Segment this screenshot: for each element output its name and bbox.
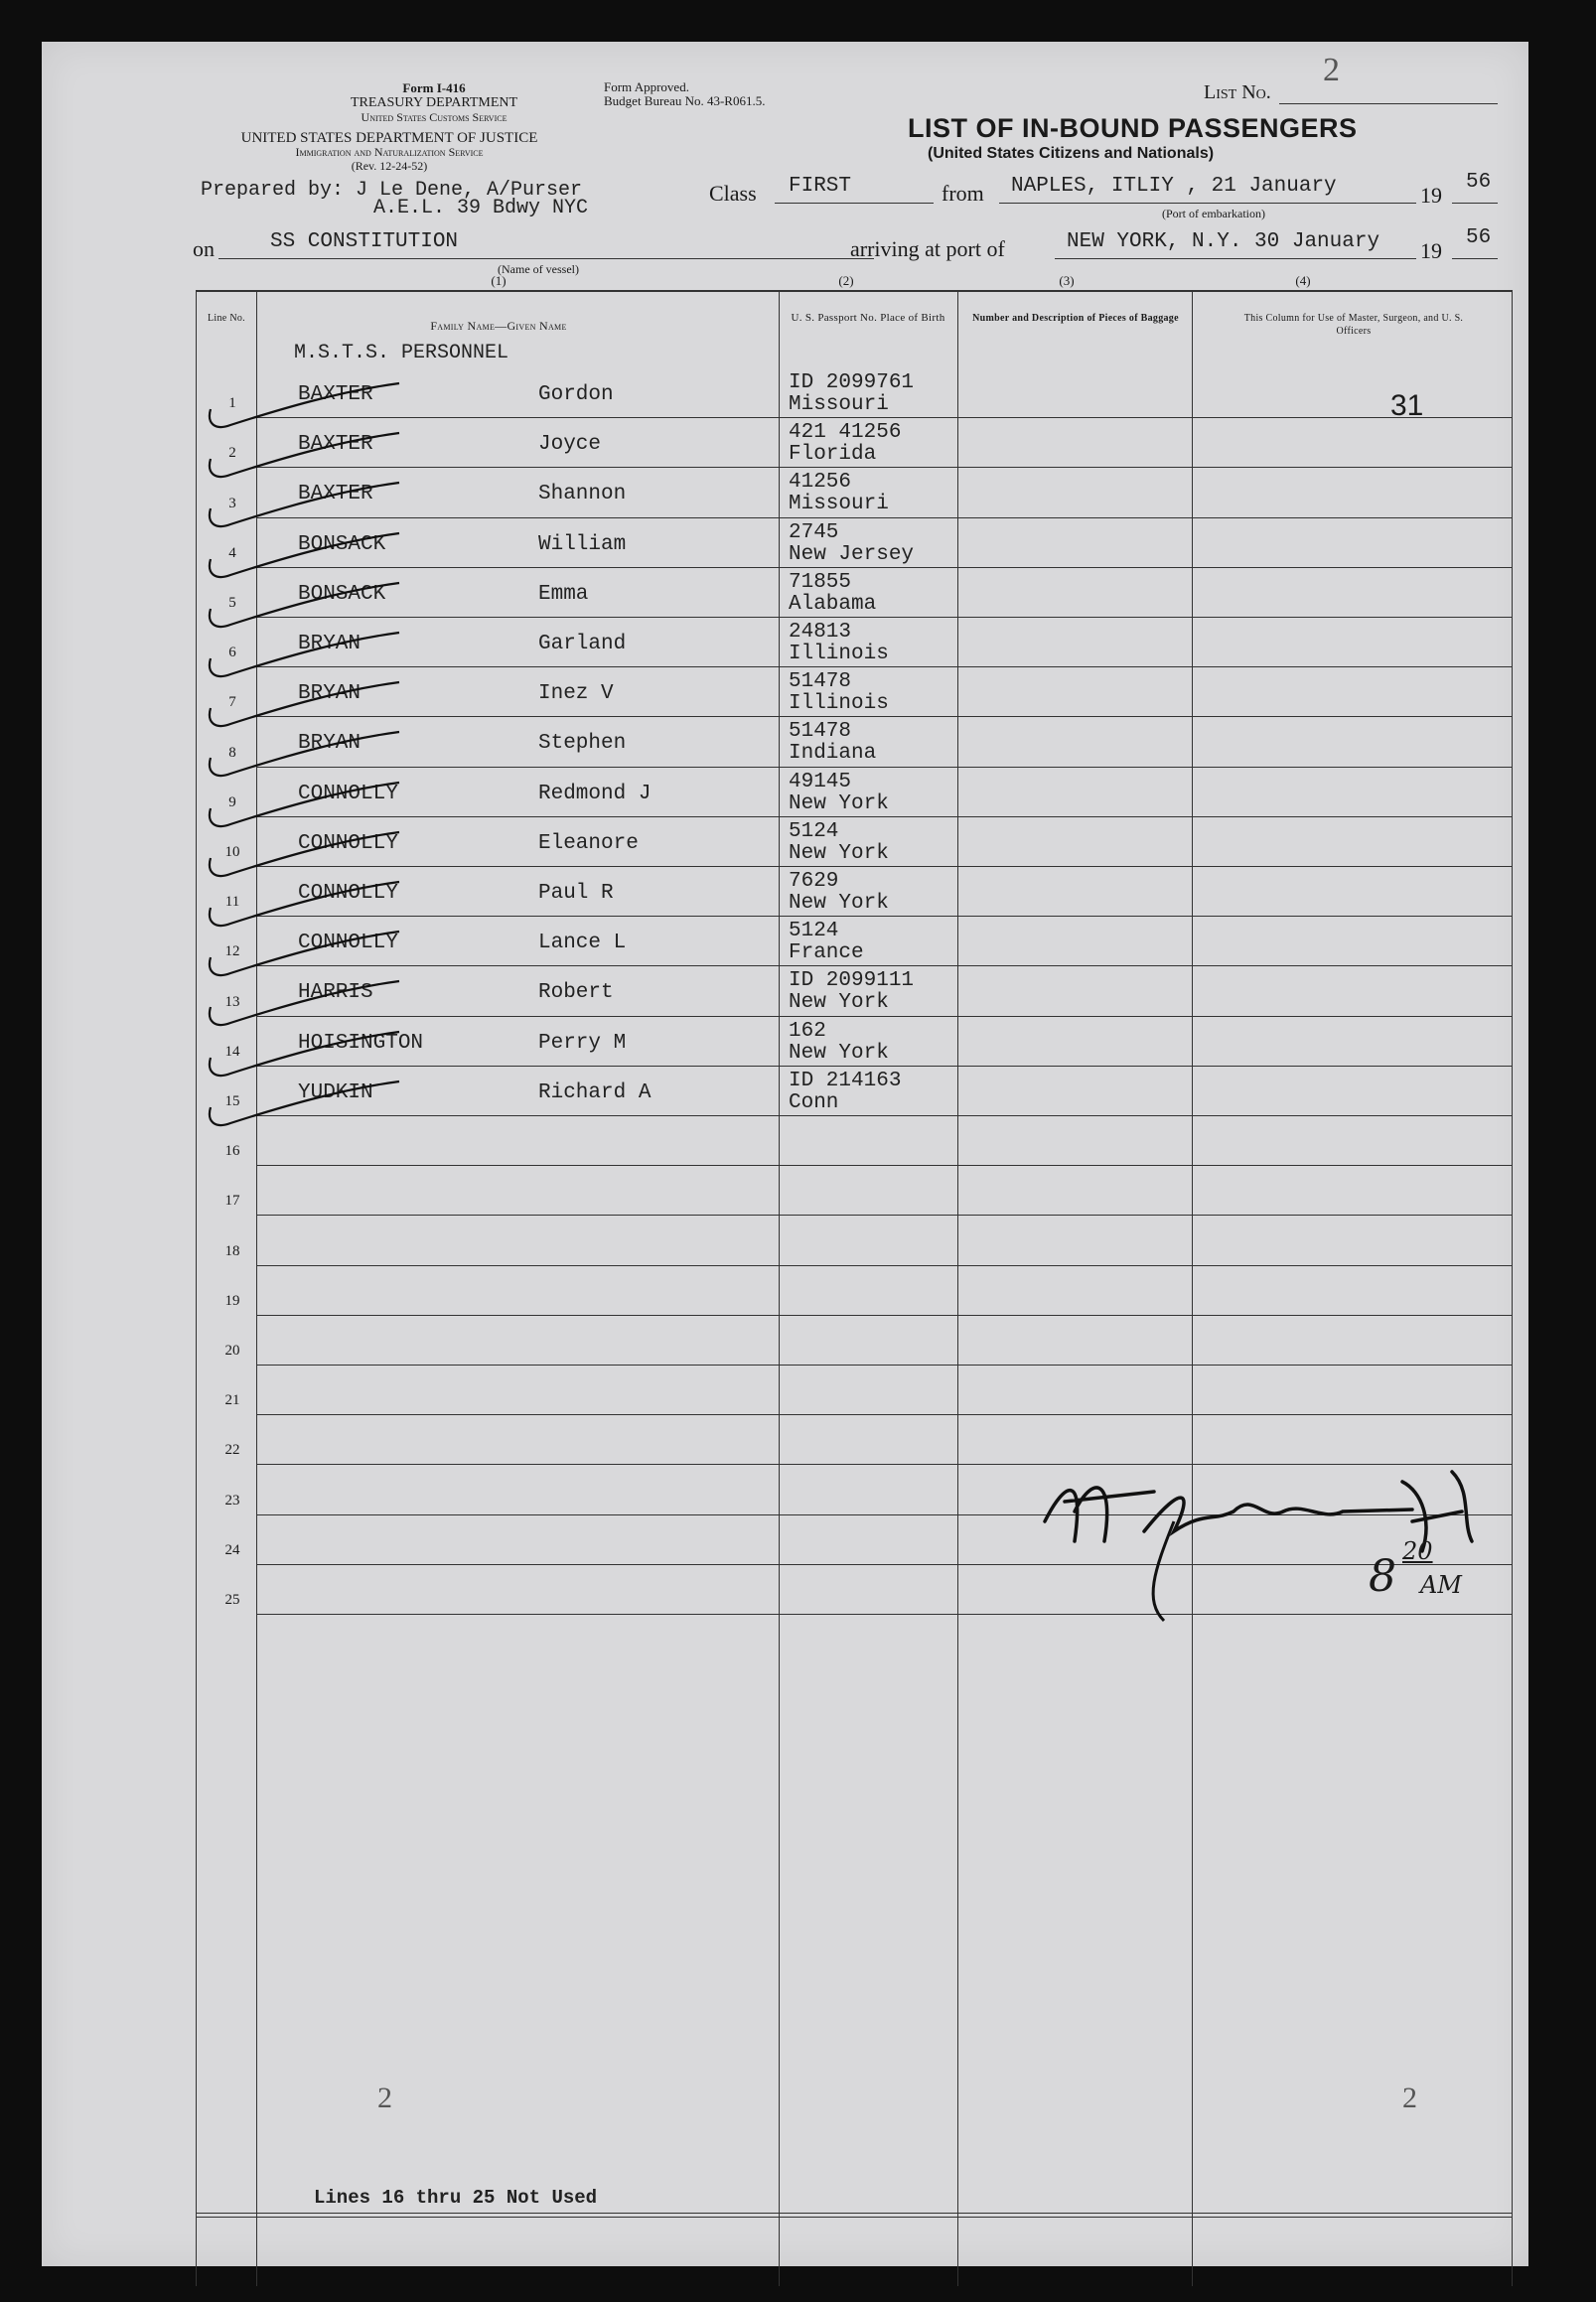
col4-number: (4): [1295, 273, 1311, 288]
page-mark-left: 2: [377, 2082, 392, 2114]
row-line-number: 16: [224, 1143, 240, 1160]
row-divider: [256, 417, 1512, 418]
place-of-birth: New York: [789, 991, 889, 1015]
row-divider: [256, 467, 1512, 468]
place-of-birth: New Jersey: [789, 542, 915, 566]
row-line-number: 19: [224, 1292, 240, 1309]
given-name: Robert: [538, 981, 614, 1005]
family-name: BAXTER: [298, 383, 373, 406]
form-number: Form I-416: [402, 80, 466, 95]
budget-bureau: Budget Bureau No. 43-R061.5.: [604, 93, 766, 108]
row-line-number: 3: [228, 495, 236, 511]
vessel-caption: (Name of vessel): [498, 262, 579, 276]
family-name: HARRIS: [298, 981, 373, 1005]
passport-number: ID 214163: [789, 1069, 902, 1092]
row-divider: [256, 617, 1512, 618]
col1-number: (1): [491, 273, 507, 288]
row-divider: [256, 517, 1512, 518]
given-name: Inez V: [538, 682, 614, 706]
family-name: BONSACK: [298, 582, 386, 606]
row-line-number: 4: [228, 544, 236, 561]
family-name: CONNOLLY: [298, 882, 398, 905]
from-label: from: [942, 181, 984, 206]
row-divider: [256, 716, 1512, 717]
form-approved: Form Approved.: [604, 79, 689, 94]
family-name: YUDKIN: [298, 1080, 373, 1104]
row-line-number: 1: [228, 395, 236, 412]
passport-number: 24813: [789, 621, 852, 644]
passport-number: 5124: [789, 819, 839, 843]
place-of-birth: Illinois: [789, 643, 889, 665]
row-divider: [256, 1115, 1512, 1116]
row-divider: [256, 1165, 1512, 1166]
place-of-birth: New York: [789, 791, 889, 815]
family-name: BRYAN: [298, 732, 362, 756]
from-value: NAPLES, ITLIY , 21 January: [1011, 175, 1337, 198]
arriving-label: arriving at port of: [850, 236, 1005, 261]
passport-number: ID 2099761: [789, 371, 915, 394]
class-value: FIRST: [789, 175, 852, 198]
place-of-birth: New York: [789, 892, 889, 915]
row-divider: [256, 916, 1512, 917]
signature-time: 8: [1369, 1551, 1396, 1602]
given-name: Paul R: [538, 882, 614, 905]
officer-note: 31: [1390, 389, 1424, 422]
tally-check-mark: [201, 1078, 419, 1147]
place-of-birth: New York: [789, 841, 889, 865]
row-line-number: 23: [224, 1492, 240, 1509]
passport-number: 7629: [789, 870, 839, 893]
row-line-number: 20: [224, 1343, 240, 1359]
agency-treasury: TREASURY DEPARTMENT: [350, 95, 518, 110]
agency-ins: Immigration and Naturalization Service: [295, 145, 484, 159]
given-name: Eleanore: [538, 831, 639, 855]
family-name: CONNOLLY: [298, 932, 398, 955]
place-of-birth: Missouri: [789, 493, 889, 516]
row-divider: [256, 866, 1512, 867]
vessel-name: SS CONSTITUTION: [270, 230, 459, 253]
passport-number: ID 2099111: [789, 969, 915, 993]
row-line-number: 14: [224, 1043, 240, 1060]
row-line-number: 8: [228, 744, 236, 761]
group-label: M.S.T.S. PERSONNEL: [294, 342, 509, 364]
family-name: BONSACK: [298, 532, 386, 556]
page-mark-right: 2: [1402, 2082, 1417, 2114]
list-no-value: 2: [1323, 52, 1340, 88]
place-of-birth: Florida: [789, 443, 877, 467]
signature-time-minutes: 20: [1402, 1537, 1433, 1565]
row-divider: [256, 1365, 1512, 1366]
family-name: BAXTER: [298, 483, 373, 506]
given-name: Stephen: [538, 732, 627, 756]
passport-number: 41256: [789, 471, 852, 495]
row-divider: [256, 666, 1512, 667]
header-name: Family Name—Given Name: [430, 319, 567, 333]
row-divider: [256, 1265, 1512, 1266]
form-revision: (Rev. 12-24-52): [351, 159, 428, 173]
prepared-by: Prepared by: J Le Dene, A/Purser: [201, 179, 583, 202]
from-year-prefix: 19: [1420, 183, 1442, 208]
row-divider: [256, 1215, 1512, 1216]
document-subtitle: (United States Citizens and Nationals): [928, 145, 1215, 162]
on-label: on: [193, 236, 215, 261]
passport-number: 51478: [789, 670, 852, 694]
passport-number: 51478: [789, 720, 852, 744]
given-name: Perry M: [538, 1031, 627, 1055]
row-divider: [256, 1016, 1512, 1017]
footer-note: Lines 16 thru 25 Not Used: [314, 2187, 598, 2209]
row-line-number: 7: [228, 694, 236, 711]
family-name: CONNOLLY: [298, 831, 398, 855]
given-name: Gordon: [538, 383, 614, 406]
row-line-number: 5: [228, 595, 236, 611]
row-line-number: 25: [224, 1592, 240, 1608]
row-divider: [256, 567, 1512, 568]
row-divider: [256, 767, 1512, 768]
given-name: Garland: [538, 633, 627, 655]
agency-justice: UNITED STATES DEPARTMENT OF JUSTICE: [240, 130, 538, 146]
passport-number: 2745: [789, 520, 839, 544]
row-line-number: 13: [224, 993, 240, 1010]
row-line-number: 11: [224, 894, 240, 911]
row-line-number: 17: [224, 1193, 240, 1210]
from-year: 56: [1466, 171, 1492, 194]
row-divider: [256, 1414, 1512, 1415]
given-name: Shannon: [538, 483, 627, 506]
officer-signature: [1035, 1452, 1512, 1670]
row-line-number: 9: [228, 793, 236, 810]
given-name: Joyce: [538, 433, 602, 457]
row-divider: [256, 965, 1512, 966]
header-passport: U. S. Passport No. Place of Birth: [791, 312, 945, 324]
family-name: BAXTER: [298, 433, 373, 457]
family-name: BRYAN: [298, 682, 362, 706]
place-of-birth: Missouri: [789, 393, 889, 416]
place-of-birth: Conn: [789, 1090, 839, 1114]
agency-customs: United States Customs Service: [361, 110, 508, 124]
row-line-number: 10: [224, 844, 240, 860]
given-name: Redmond J: [538, 782, 652, 805]
place-of-birth: Illinois: [789, 692, 889, 716]
arrive-year: 56: [1466, 226, 1492, 249]
row-line-number: 2: [228, 445, 236, 462]
row-line-number: 18: [224, 1242, 240, 1259]
row-line-number: 15: [224, 1093, 240, 1109]
arriving-port: NEW YORK, N.Y. 30 January: [1067, 230, 1380, 253]
row-line-number: 12: [224, 943, 240, 960]
arrive-year-prefix: 19: [1420, 238, 1442, 263]
col2-number: (2): [838, 273, 854, 288]
family-name: CONNOLLY: [298, 782, 398, 805]
row-divider: [256, 1066, 1512, 1067]
family-name: HOISINGTON: [298, 1031, 424, 1055]
place-of-birth: Indiana: [789, 742, 877, 766]
form-sheet: [42, 42, 1528, 2266]
family-name: BRYAN: [298, 633, 362, 655]
prepared-address: A.E.L. 39 Bdwy NYC: [373, 197, 589, 219]
given-name: Lance L: [538, 932, 627, 955]
passport-number: 49145: [789, 770, 852, 793]
col3-number: (3): [1059, 273, 1075, 288]
document-title: LIST OF IN-BOUND PASSENGERS: [908, 113, 1358, 143]
passport-number: 421 41256: [789, 421, 902, 445]
row-line-number: 21: [224, 1392, 240, 1409]
passport-number: 5124: [789, 920, 839, 943]
row-line-number: 22: [224, 1442, 240, 1459]
row-divider: [256, 816, 1512, 817]
passport-number: 71855: [789, 570, 852, 594]
row-line-number: 24: [224, 1541, 240, 1558]
signature-time-ampm: AM: [1420, 1571, 1462, 1599]
header-line-no: Line No.: [208, 313, 245, 324]
given-name: Richard A: [538, 1080, 652, 1104]
place-of-birth: France: [789, 941, 864, 965]
row-divider: [256, 1315, 1512, 1316]
list-no-label: List No.: [1204, 81, 1271, 103]
header-officers: This Column for Use of Master, Surgeon, and U. S. Officers: [1243, 313, 1464, 337]
place-of-birth: New York: [789, 1041, 889, 1065]
row-line-number: 6: [228, 645, 236, 661]
class-label: Class: [709, 181, 757, 206]
place-of-birth: Alabama: [789, 592, 877, 616]
port-embark-caption: (Port of embarkation): [1162, 207, 1265, 220]
given-name: William: [538, 532, 627, 556]
given-name: Emma: [538, 582, 589, 606]
passport-number: 162: [789, 1019, 826, 1043]
header-baggage: Number and Description of Pieces of Baggage: [972, 313, 1179, 324]
